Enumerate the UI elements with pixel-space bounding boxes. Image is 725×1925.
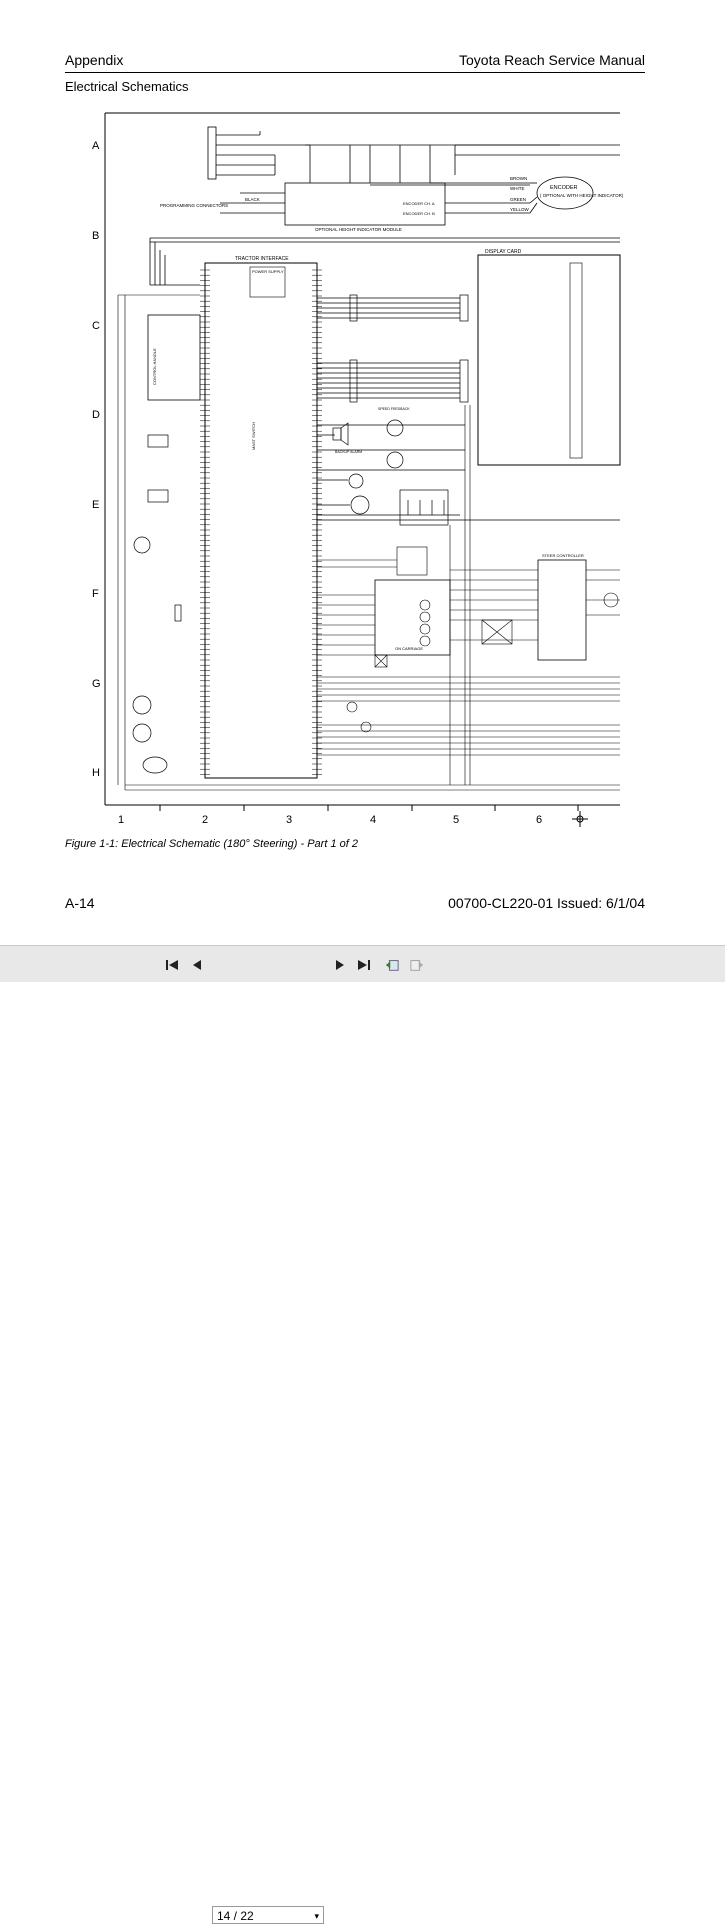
wire-white: WHITE	[510, 186, 525, 191]
encoder-ch-b: ENCODER CH. B	[403, 211, 435, 216]
next-page-icon[interactable]	[333, 958, 347, 972]
wire-brown: BROWN	[510, 176, 528, 181]
col-label-2: 2	[202, 814, 209, 826]
col-label-1: 1	[118, 814, 125, 826]
page-number-value: 14 / 22	[217, 1909, 254, 1923]
row-label-a: A	[92, 140, 100, 152]
go-back-view-icon[interactable]	[385, 958, 399, 972]
figure-caption: Figure 1-1: Electrical Schematic (180° Steering) - Part 1 of 2	[65, 838, 358, 850]
steer-controller-label: STEER CONTROLLER	[542, 553, 584, 558]
col-label-5: 5	[453, 814, 460, 826]
page-dropdown-icon[interactable]: ▾	[314, 1911, 319, 1921]
wire-green: GREEN	[510, 197, 527, 202]
col-label-4: 4	[370, 814, 377, 826]
wire-yellow: YELLOW	[510, 207, 529, 212]
speed-feedback-label: SPEED FEEDBACK	[378, 407, 410, 411]
backup-alarm-label: BACKUP ALARM	[335, 450, 363, 454]
row-label-f: F	[92, 588, 99, 600]
last-page-icon[interactable]	[357, 958, 371, 972]
encoder-sub: ( OPTIONAL WITH HEIGHT INDICATOR)	[540, 193, 624, 198]
header-manual-title: Toyota Reach Service Manual	[459, 52, 645, 68]
encoder-ch-a: ENCODER CH. A	[403, 201, 435, 206]
document-id: 00700-CL220-01 Issued: 6/1/04	[448, 895, 645, 911]
page-number: A-14	[65, 895, 95, 911]
row-label-h: H	[92, 767, 100, 779]
mast-switch-label: MAST SWITCH	[251, 422, 256, 450]
display-card-label: DISPLAY CARD	[485, 249, 522, 255]
col-label-3: 3	[286, 814, 293, 826]
go-forward-view-icon[interactable]	[410, 958, 424, 972]
header-rule	[65, 72, 645, 73]
height-module-label: OPTIONAL HEIGHT INDICATOR MODULE	[315, 227, 402, 232]
previous-page-icon[interactable]	[190, 958, 204, 972]
power-supply-label: POWER SUPPLY	[252, 269, 284, 274]
col-label-6: 6	[536, 814, 543, 826]
first-page-icon[interactable]	[165, 958, 179, 972]
control-handle-label: CONTROL HANDLE	[152, 348, 157, 385]
subsection-title: Electrical Schematics	[65, 79, 189, 94]
tractor-interface-label: TRACTOR INTERFACE	[235, 256, 289, 262]
electrical-schematic	[60, 105, 640, 840]
header-section: Appendix	[65, 52, 124, 68]
programming-connectors: PROGRAMMING CONNECTORS	[160, 203, 229, 208]
on-carriage-label: ON CARRIAGE	[395, 646, 424, 651]
viewer-toolbar	[0, 945, 725, 1923]
wire-black: BLACK	[245, 197, 260, 202]
page-number-input[interactable]	[212, 1906, 324, 1924]
row-label-c: C	[92, 320, 100, 332]
encoder-label: ENCODER	[550, 185, 578, 191]
row-label-g: G	[92, 678, 101, 690]
row-label-d: D	[92, 409, 100, 421]
row-label-e: E	[92, 499, 100, 511]
document-page	[0, 0, 725, 945]
row-label-b: B	[92, 230, 100, 242]
